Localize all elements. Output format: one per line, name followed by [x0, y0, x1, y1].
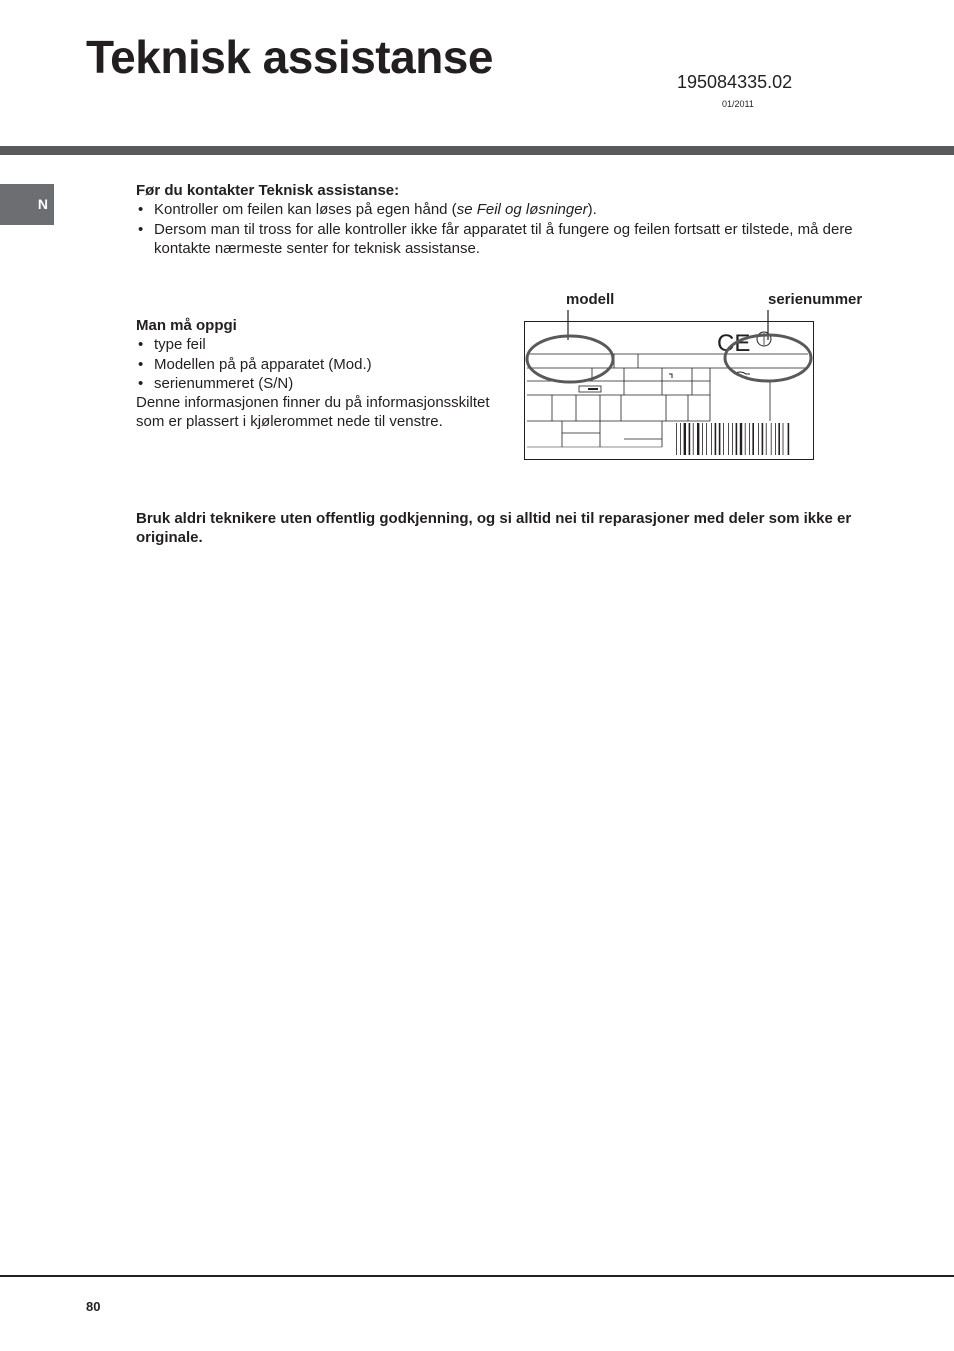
footer-divider-line — [0, 1275, 954, 1277]
header-divider-bar — [0, 146, 954, 155]
section-before-heading: Før du kontakter Teknisk assistanse: — [136, 182, 400, 199]
required-info-list — [136, 335, 516, 393]
list-item-text: ). — [587, 201, 597, 219]
list-item: • Modellen på på apparatet (Mod.) — [136, 355, 516, 374]
label-model: modell — [566, 291, 615, 308]
before-contact-list — [136, 200, 896, 258]
page-number: 80 — [86, 1299, 101, 1314]
section-info-heading: Man må oppgi — [136, 317, 237, 334]
list-item: • Dersom man til tross for alle kontroller ikke får apparatet til å fungere og feilen fortsatt er tilstede, må dere kontakte nærmeste senter for teknisk assistanse. — [136, 220, 896, 259]
warning-text: Bruk aldri teknikere uten offentlig godkjenning, og si alltid nei til reparasjoner med deler som ikke er originale. — [136, 510, 852, 547]
list-item — [136, 200, 896, 219]
language-tab: N — [0, 184, 54, 225]
list-item: • type feil — [136, 335, 516, 354]
list-item-text: Kontroller om feilen kan løses på egen hånd ( — [154, 201, 457, 219]
page-title: Teknisk assistanse — [86, 31, 493, 83]
list-item: • serienummeret (S/N) — [136, 374, 516, 393]
section-required-info — [136, 316, 516, 432]
document-date: 01/2011 — [722, 99, 754, 109]
label-serial-number: serienummer — [768, 291, 863, 308]
document-number: 195084335.02 — [677, 72, 793, 92]
rating-plate-diagram — [520, 288, 880, 464]
ce-mark-icon: CE — [717, 330, 751, 357]
cross-reference-link: se Feil og løsninger — [456, 201, 588, 219]
rating-plate-figure — [520, 288, 880, 464]
section-before-contact — [136, 181, 896, 258]
info-note: Denne informasjonen finner du på informasjonsskiltet som er plassert i kjølerommet nede til venstre. — [136, 394, 490, 431]
